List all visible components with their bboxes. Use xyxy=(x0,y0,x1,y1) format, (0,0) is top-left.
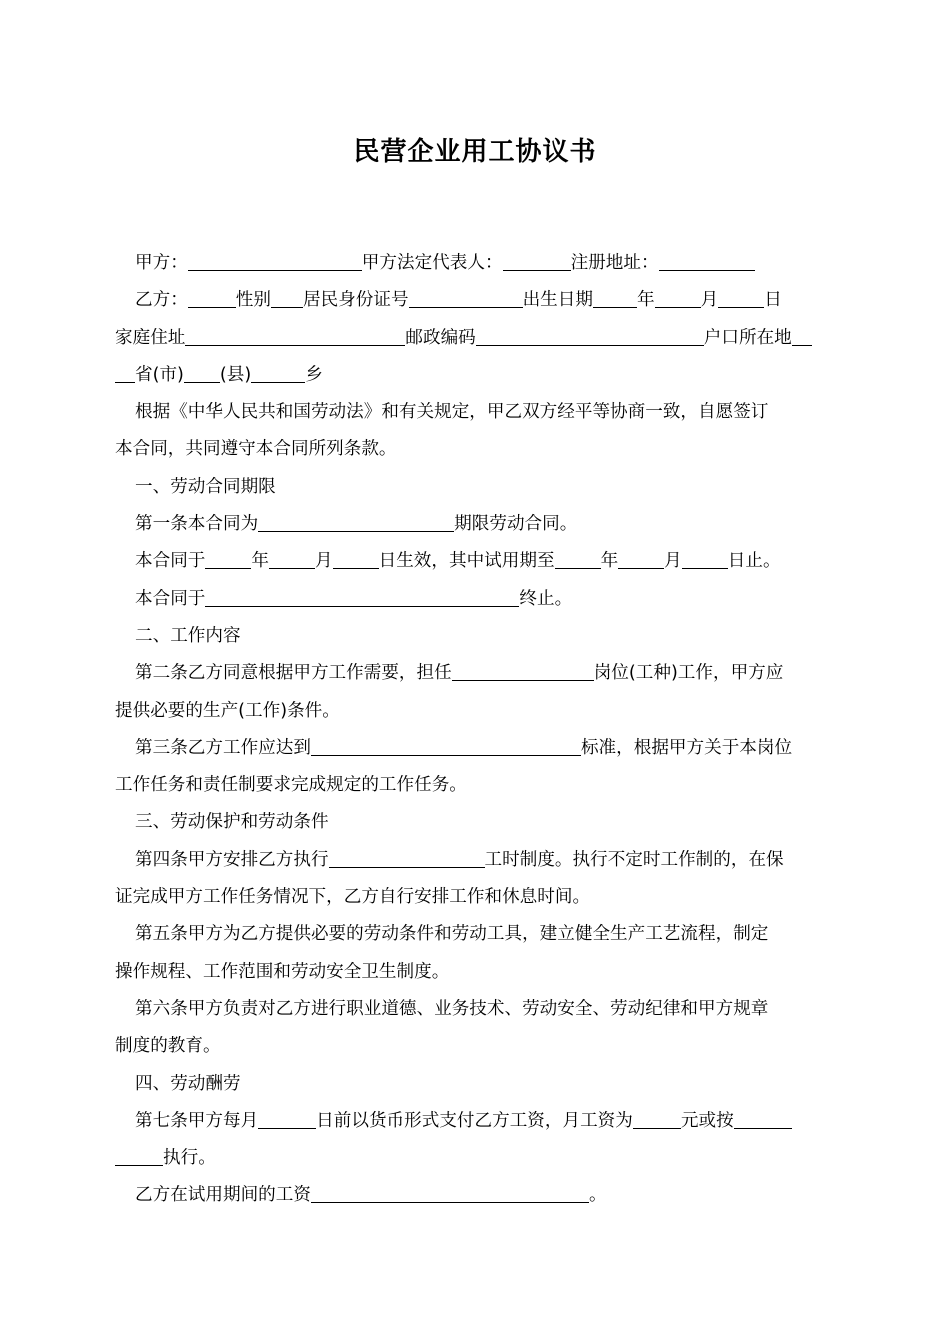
party-a-name-blank[interactable] xyxy=(188,248,362,271)
article-4-line-1 xyxy=(115,842,837,879)
effective-year-blank[interactable] xyxy=(205,546,251,569)
section-3-heading: 三、劳动保护和劳动条件 xyxy=(135,812,329,833)
article-4-line-2: 证完成甲方工作任务情况下，乙方自行安排工作和休息时间。 xyxy=(115,887,591,908)
article-3-line-1 xyxy=(115,730,837,767)
article-6-line-1: 第六条甲方负责对乙方进行职业道德、业务技术、劳动安全、劳动纪律和甲方规章 xyxy=(135,998,769,1019)
monthly-wage-blank[interactable] xyxy=(633,1106,681,1129)
article-1-line xyxy=(115,506,837,543)
legal-rep-label: 甲方法定代表人： xyxy=(361,253,503,273)
article-7-text: 第七条甲方每月 xyxy=(135,1110,259,1131)
home-address-line xyxy=(115,320,837,357)
registered-address-label: 注册地址： xyxy=(570,253,659,273)
home-address-blank[interactable] xyxy=(185,323,405,346)
party-b-label: 乙方： xyxy=(135,290,188,311)
effective-day-blank[interactable] xyxy=(333,546,379,569)
probation-wage-blank[interactable] xyxy=(311,1180,589,1203)
probation-wage-suffix: 。 xyxy=(588,1185,607,1206)
article-3-suffix: 标准，根据甲方关于本岗位 xyxy=(580,737,793,758)
county-blank[interactable] xyxy=(184,360,220,383)
wage-method-blank-part1[interactable] xyxy=(734,1106,792,1129)
province-blank-part2[interactable] xyxy=(115,360,135,383)
effective-year-label: 年 xyxy=(251,551,269,572)
article-4-suffix: 工时制度。执行不定时工作制的，在保 xyxy=(484,849,784,870)
birth-month-blank[interactable] xyxy=(655,285,701,308)
article-5-line-1: 第五条甲方为乙方提供必要的劳动条件和劳动工具，建立健全生产工艺流程，制定 xyxy=(135,924,769,945)
township-blank[interactable] xyxy=(251,360,305,383)
effective-label: 本合同于 xyxy=(135,551,206,572)
probation-day-blank[interactable] xyxy=(682,546,728,569)
article-1-suffix: 期限劳动合同。 xyxy=(454,514,578,535)
position-blank[interactable] xyxy=(452,658,594,681)
province-blank-part1[interactable] xyxy=(792,323,812,346)
standard-blank[interactable] xyxy=(311,733,581,756)
probation-month-blank[interactable] xyxy=(618,546,664,569)
gender-label: 性别 xyxy=(235,290,271,311)
wage-method-blank-part2[interactable] xyxy=(115,1143,163,1166)
party-b-name-blank[interactable] xyxy=(188,285,236,308)
postal-code-blank[interactable] xyxy=(476,323,704,346)
article-6-line-2: 制度的教育。 xyxy=(115,1036,221,1057)
year-label: 年 xyxy=(636,290,655,311)
party-a-label: 甲方： xyxy=(135,253,188,273)
preamble-line-1: 根据《中华人民共和国劳动法》和有关规定，甲乙双方经平等协商一致，自愿签订 xyxy=(135,402,769,423)
section-1-heading: 一、劳动合同期限 xyxy=(135,476,276,497)
article-2-suffix: 岗位(工种)工作，甲方应 xyxy=(593,663,784,684)
postal-code-label: 邮政编码 xyxy=(405,327,476,348)
article-4-text: 第四条甲方安排乙方执行 xyxy=(135,849,329,870)
document-title: 民营企业用工协议书 xyxy=(353,137,597,167)
article-2-line-2: 提供必要的生产(工作)条件。 xyxy=(115,700,340,721)
party-b-line xyxy=(115,282,837,319)
household-register-line xyxy=(115,357,837,394)
household-register-label: 户口所在地 xyxy=(703,327,792,348)
section-4-heading: 四、劳动酬劳 xyxy=(135,1073,241,1094)
article-7-end: 执行。 xyxy=(163,1148,216,1169)
probation-wage-line xyxy=(115,1177,837,1214)
county-label: (县) xyxy=(219,364,252,385)
termination-label: 本合同于 xyxy=(135,588,206,609)
article-7-mid: 日前以货币形式支付乙方工资，月工资为 xyxy=(316,1110,633,1131)
article-7-line-2 xyxy=(115,1140,837,1177)
effective-month-blank[interactable] xyxy=(269,546,315,569)
probation-wage-label: 乙方在试用期间的工资 xyxy=(135,1185,311,1206)
pay-day-blank[interactable] xyxy=(258,1106,316,1129)
legal-rep-blank[interactable] xyxy=(503,248,571,271)
preamble-line-2: 本合同，共同遵守本合同所列条款。 xyxy=(115,439,397,460)
termination-blank[interactable] xyxy=(205,584,519,607)
article-7-line-1 xyxy=(115,1103,837,1140)
effective-month-label: 月 xyxy=(315,551,333,572)
township-label: 乡 xyxy=(305,364,323,385)
article-2-text: 第二条乙方同意根据甲方工作需要，担任 xyxy=(135,663,452,684)
section-2-heading: 二、工作内容 xyxy=(135,625,241,646)
probation-end-label: 日止。 xyxy=(727,551,781,572)
probation-year-blank[interactable] xyxy=(555,546,601,569)
document-body xyxy=(115,245,837,1215)
birth-date-label: 出生日期 xyxy=(522,290,593,311)
party-a-line xyxy=(115,245,837,282)
id-number-blank[interactable] xyxy=(409,285,523,308)
article-3-text: 第三条乙方工作应达到 xyxy=(135,737,311,758)
gender-blank[interactable] xyxy=(271,285,303,308)
probation-month-label: 月 xyxy=(664,551,682,572)
registered-address-blank[interactable] xyxy=(659,248,755,271)
termination-suffix: 终止。 xyxy=(519,588,573,609)
probation-label: 日生效，其中试用期至 xyxy=(378,551,555,572)
birth-year-blank[interactable] xyxy=(593,285,637,308)
article-7-suffix: 元或按 xyxy=(680,1110,734,1131)
home-address-label: 家庭住址 xyxy=(115,327,186,348)
contract-term-blank[interactable] xyxy=(258,509,454,532)
month-label: 月 xyxy=(700,290,719,311)
province-label: 省(市) xyxy=(135,364,184,385)
id-number-label: 居民身份证号 xyxy=(303,290,409,311)
birth-day-blank[interactable] xyxy=(718,285,764,308)
termination-line xyxy=(115,581,837,618)
effective-date-line xyxy=(115,543,837,580)
probation-year-label: 年 xyxy=(600,551,619,572)
article-1-text: 第一条本合同为 xyxy=(135,514,259,535)
article-2-line-1 xyxy=(115,655,837,692)
day-label: 日 xyxy=(764,290,782,311)
article-3-line-2: 工作任务和责任制要求完成规定的工作任务。 xyxy=(115,775,467,796)
article-5-line-2: 操作规程、工作范围和劳动安全卫生制度。 xyxy=(115,961,450,982)
working-hours-blank[interactable] xyxy=(329,845,485,868)
